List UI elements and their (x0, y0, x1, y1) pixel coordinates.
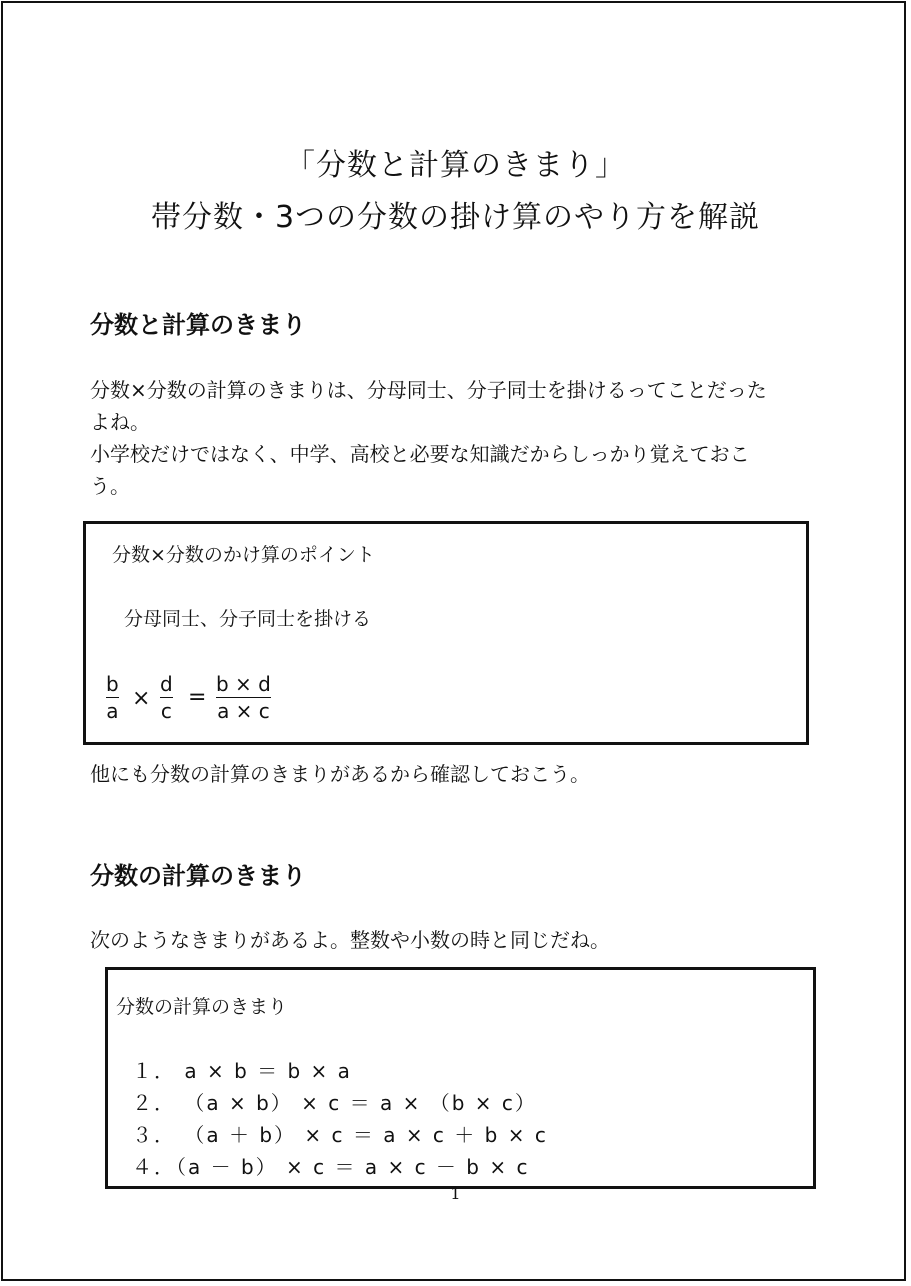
rules-box-title: 分数の計算のきまり (116, 996, 288, 1018)
rule-2: ２． （a × b） × c ＝ a × （b × c） (132, 1091, 537, 1115)
times-sign: × (132, 686, 151, 711)
fraction-bar (216, 697, 271, 698)
rules-intro-text: 次のようなきまりがあるよ。整数や小数の時と同じだね。 (90, 928, 610, 952)
intro-line-2: よね。 (90, 410, 150, 434)
rule-4: ４．（a － b） × c ＝ a × c － b × c (132, 1155, 530, 1179)
fraction-numerator: b × d (216, 672, 271, 696)
section-heading-calc-rules: 分数の計算のきまり (90, 862, 306, 890)
fraction-product (216, 672, 271, 723)
fraction-numerator: d (160, 672, 173, 696)
fraction-d-over-c (160, 672, 173, 723)
page-number: 1 (450, 1184, 461, 1203)
rule-3: ３． （a ＋ b） × c ＝ a × c ＋ b × c (132, 1123, 548, 1147)
transition-text: 他にも分数の計算のきまりがあるから確認しておこう。 (90, 762, 590, 786)
title-line-2: 帯分数・3つの分数の掛け算のやり方を解説 (150, 200, 761, 235)
point-box (83, 521, 809, 745)
fraction-denominator: c (160, 699, 172, 723)
fraction-denominator: a (106, 699, 119, 723)
rules-box (105, 967, 816, 1189)
equals-sign: = (188, 685, 207, 710)
rule-1: １． a × b ＝ b × a (132, 1059, 352, 1083)
intro-line-1: 分数×分数の計算のきまりは、分母同士、分子同士を掛けるってことだった (90, 378, 767, 402)
intro-line-3: 小学校だけではなく、中学、高校と必要な知識だからしっかり覚えておこ (90, 442, 750, 466)
fraction-b-over-a (106, 672, 119, 723)
intro-paragraph (90, 374, 767, 502)
section-heading-rules: 分数と計算のきまり (90, 311, 306, 339)
title-line-1: 「分数と計算のきまり」 (285, 148, 626, 183)
fraction-bar (106, 697, 119, 698)
fraction-denominator: a × c (217, 699, 270, 723)
point-box-title: 分数×分数のかけ算のポイント (112, 544, 375, 566)
fraction-numerator: b (106, 672, 119, 696)
fraction-bar (160, 697, 173, 698)
point-box-rule: 分母同士、分子同士を掛ける (124, 608, 372, 630)
intro-line-4: う。 (90, 474, 130, 498)
